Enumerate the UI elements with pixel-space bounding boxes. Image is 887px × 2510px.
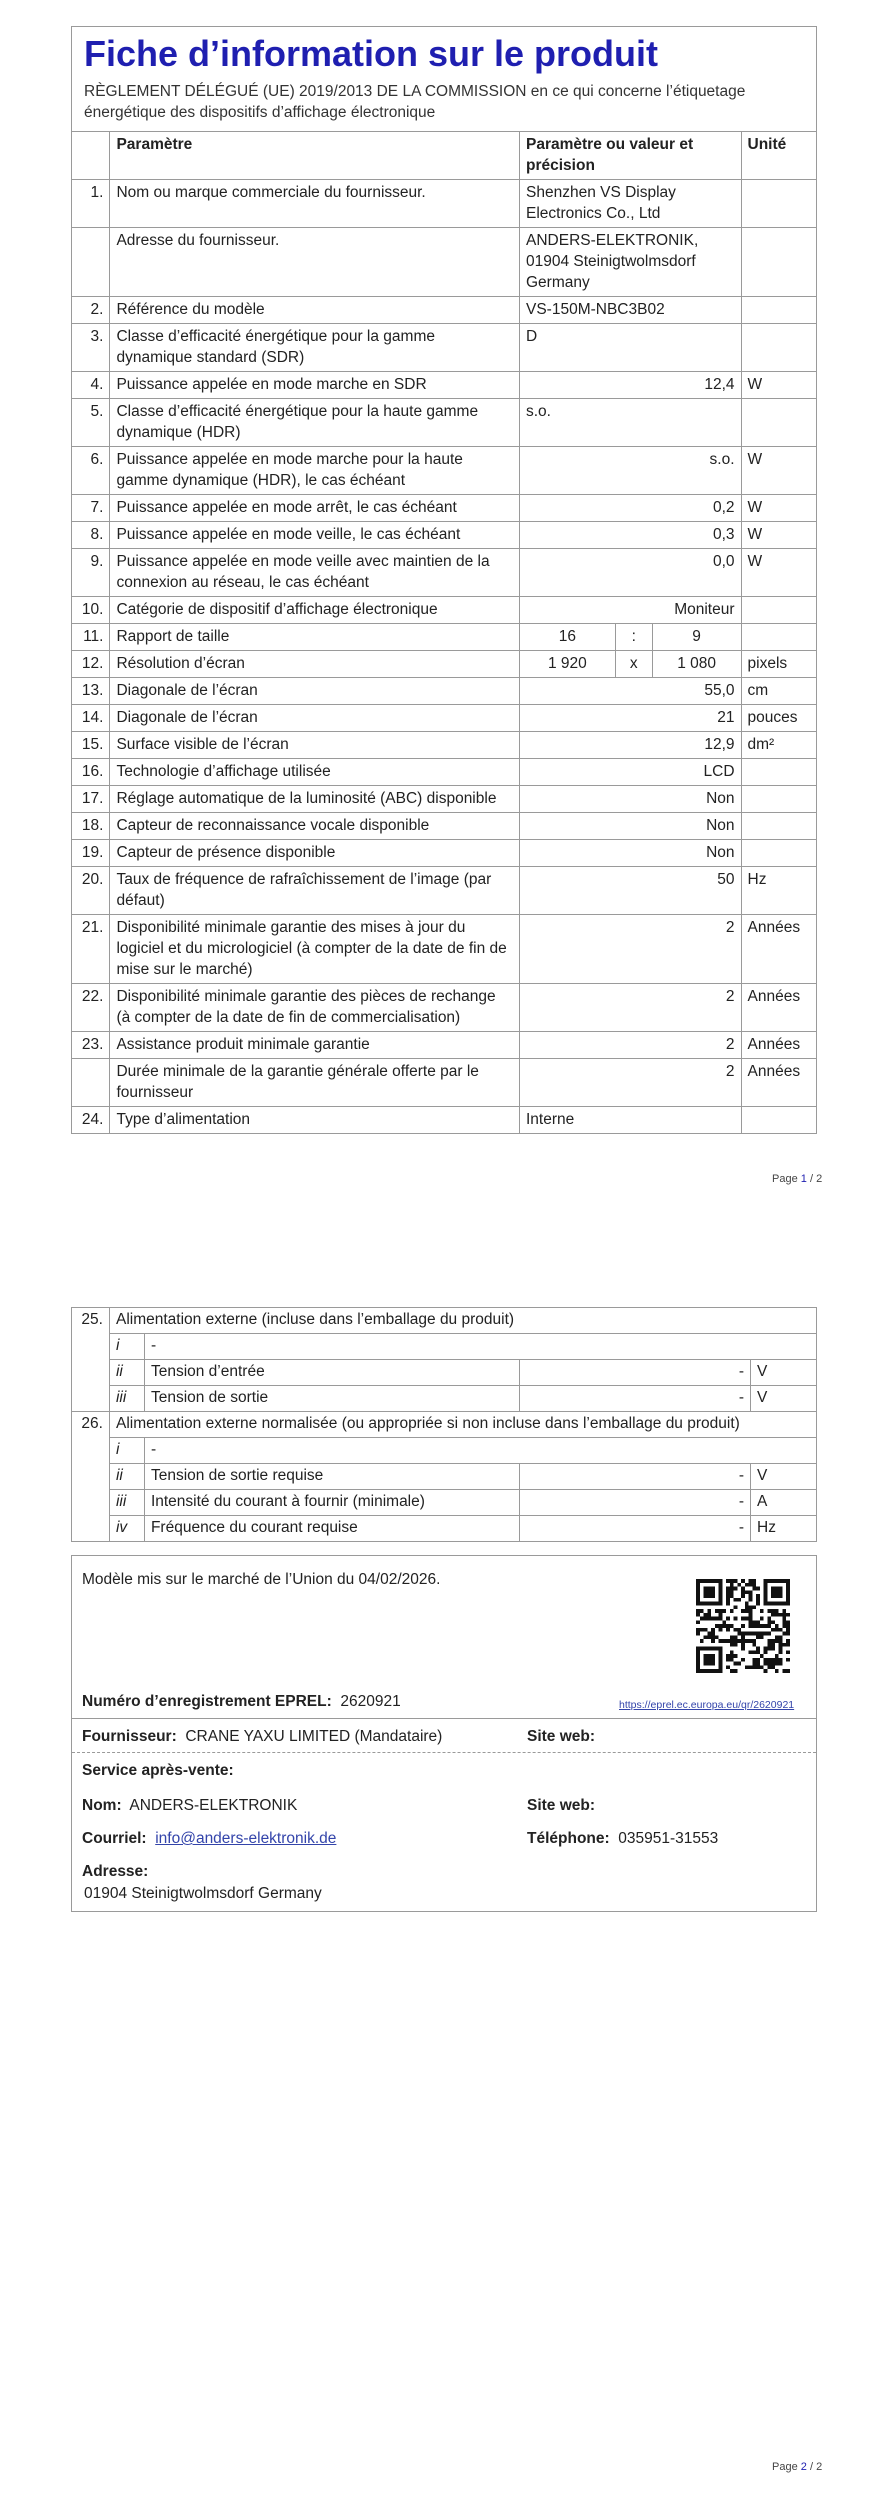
row-parameter: Puissance appelée en mode marche pour la haute gamme dynamique (HDR), le cas échéant (110, 447, 520, 495)
row-value-a: 16 (520, 624, 616, 651)
row-unit: pouces (741, 705, 816, 732)
row-value: Moniteur (520, 597, 742, 624)
row-unit: W (741, 495, 816, 522)
table-row (72, 759, 816, 786)
row-parameter: Capteur de reconnaissance vocale disponible (110, 813, 520, 840)
table-row (72, 732, 816, 759)
supplier-line: Fournisseur: CRANE YAXU LIMITED (Mandataire) (82, 1728, 443, 1745)
section-header-row (72, 1412, 817, 1438)
row-unit: Hz (741, 867, 816, 915)
row-label: Tension de sortie requise (144, 1464, 519, 1490)
row-roman: iii (109, 1386, 144, 1412)
row-parameter: Diagonale de l’écran (110, 705, 520, 732)
row-label: - (144, 1334, 816, 1360)
row-number (72, 1059, 110, 1107)
section-number: 25. (72, 1308, 110, 1412)
row-number: 12. (72, 651, 110, 678)
row-unit: Années (741, 1059, 816, 1107)
row-value: ANDERS-ELEKTRONIK, 01904 Steinigtwolmsdorf Germany (520, 228, 742, 297)
row-unit: W (741, 372, 816, 399)
row-parameter: Disponibilité minimale garantie des mises à jour du logiciel et du micrologiciel (à compter de la date de fin de mise sur le marché) (110, 915, 520, 984)
row-unit (741, 813, 816, 840)
row-label: Intensité du courant à fournir (minimale) (144, 1490, 519, 1516)
table-row (72, 1516, 817, 1542)
row-unit (741, 297, 816, 324)
table-row (72, 297, 816, 324)
row-parameter: Capteur de présence disponible (110, 840, 520, 867)
row-parameter: Résolution d’écran (110, 651, 520, 678)
row-unit: V (751, 1464, 817, 1490)
table-row (72, 786, 816, 813)
row-number: 22. (72, 984, 110, 1032)
row-unit: A (751, 1490, 817, 1516)
row-parameter: Diagonale de l’écran (110, 678, 520, 705)
section-header-row (72, 1308, 817, 1334)
header-number (72, 132, 110, 180)
service-website-label: Site web: (527, 1797, 596, 1814)
row-value: s.o. (520, 399, 742, 447)
row-roman: ii (109, 1464, 144, 1490)
row-label: Fréquence du courant requise (144, 1516, 519, 1542)
row-parameter: Nom ou marque commerciale du fournisseur. (110, 180, 520, 228)
row-value: 2 (520, 1032, 742, 1059)
row-number: 5. (72, 399, 110, 447)
row-value-a: 1 920 (520, 651, 616, 678)
row-value: 0,3 (520, 522, 742, 549)
table-row (72, 447, 816, 495)
row-unit: pixels (741, 651, 816, 678)
row-value: 50 (520, 867, 742, 915)
row-unit (741, 624, 816, 651)
table-row (72, 1490, 817, 1516)
row-number: 1. (72, 180, 110, 228)
row-value: Non (520, 840, 742, 867)
table-row (72, 1464, 817, 1490)
row-number: 19. (72, 840, 110, 867)
row-label: Tension d’entrée (144, 1360, 519, 1386)
row-parameter: Durée minimale de la garantie générale offerte par le fournisseur (110, 1059, 520, 1107)
email-link[interactable]: info@anders-elektronik.de (155, 1830, 337, 1847)
table-row (72, 1334, 817, 1360)
row-roman: i (109, 1334, 144, 1360)
table-header-row (72, 132, 816, 180)
divider (72, 1718, 816, 1719)
regulation-subtitle: RÈGLEMENT DÉLÉGUÉ (UE) 2019/2013 DE LA COMMISSION en ce qui concerne l’étiquetage énergétique des dispositifs d’affichage électronique (84, 83, 746, 121)
row-number (72, 228, 110, 297)
row-number: 4. (72, 372, 110, 399)
row-value: Interne (520, 1107, 742, 1134)
row-number: 7. (72, 495, 110, 522)
row-parameter: Type d’alimentation (110, 1107, 520, 1134)
row-roman: iv (109, 1516, 144, 1542)
table-row (72, 1386, 817, 1412)
row-value: Non (520, 786, 742, 813)
row-unit: dm² (741, 732, 816, 759)
table-row (72, 1059, 816, 1107)
product-info-sheet (71, 26, 817, 1134)
row-number: 14. (72, 705, 110, 732)
row-unit: Années (741, 1032, 816, 1059)
row-value: - (520, 1490, 751, 1516)
table-row (72, 597, 816, 624)
row-number: 17. (72, 786, 110, 813)
row-unit: V (751, 1386, 817, 1412)
row-number: 16. (72, 759, 110, 786)
row-value: 2 (520, 915, 742, 984)
table-row (72, 840, 816, 867)
row-label: - (144, 1438, 816, 1464)
row-roman: ii (109, 1360, 144, 1386)
row-parameter: Classe d’efficacité énergétique pour la haute gamme dynamique (HDR) (110, 399, 520, 447)
row-parameter: Puissance appelée en mode veille avec maintien de la connexion au réseau, le cas échéant (110, 549, 520, 597)
row-unit: V (751, 1360, 817, 1386)
row-parameter: Classe d’efficacité énergétique pour la gamme dynamique standard (SDR) (110, 324, 520, 372)
row-roman: i (109, 1438, 144, 1464)
row-number: 21. (72, 915, 110, 984)
row-parameter: Assistance produit minimale garantie (110, 1032, 520, 1059)
qr-code-icon (696, 1579, 790, 1673)
table-row (72, 813, 816, 840)
row-unit (741, 399, 816, 447)
row-number: 3. (72, 324, 110, 372)
row-value: 12,4 (520, 372, 742, 399)
row-number: 18. (72, 813, 110, 840)
row-value: Shenzhen VS Display Electronics Co., Ltd (520, 180, 742, 228)
row-unit: cm (741, 678, 816, 705)
row-parameter: Adresse du fournisseur. (110, 228, 520, 297)
table-row (72, 495, 816, 522)
row-number: 15. (72, 732, 110, 759)
row-unit: W (741, 447, 816, 495)
table-row (72, 1438, 817, 1464)
row-roman: iii (109, 1490, 144, 1516)
supplier-info-box (71, 1555, 817, 1912)
row-number: 23. (72, 1032, 110, 1059)
row-unit (741, 180, 816, 228)
row-unit: W (741, 522, 816, 549)
row-value: 55,0 (520, 678, 742, 705)
row-parameter: Réglage automatique de la luminosité (ABC) disponible (110, 786, 520, 813)
table-row (72, 915, 816, 984)
row-value: 21 (520, 705, 742, 732)
service-name: Nom: ANDERS-ELEKTRONIK (82, 1797, 298, 1814)
row-number: 13. (72, 678, 110, 705)
row-value: VS-150M-NBC3B02 (520, 297, 742, 324)
row-unit (741, 840, 816, 867)
row-unit: Années (741, 915, 816, 984)
section-title: Alimentation externe normalisée (ou appropriée si non incluse dans l’emballage du produit) (109, 1412, 816, 1438)
row-value: Non (520, 813, 742, 840)
row-value: s.o. (520, 447, 742, 495)
row-unit (741, 597, 816, 624)
row-value: 2 (520, 984, 742, 1032)
table-row (72, 678, 816, 705)
table-row (72, 624, 816, 651)
table-row (72, 1360, 817, 1386)
row-value-separator: x (615, 651, 652, 678)
dashed-divider (72, 1752, 816, 1753)
row-number: 11. (72, 624, 110, 651)
row-value: 2 (520, 1059, 742, 1107)
external-power-table (71, 1307, 817, 1542)
address-value: 01904 Steinigtwolmsdorf Germany (84, 1885, 322, 1902)
row-unit: Hz (751, 1516, 817, 1542)
section-number: 26. (72, 1412, 110, 1542)
eprel-number: Numéro d’enregistrement EPREL: 2620921 (82, 1693, 401, 1710)
supplier-website-label: Site web: (527, 1728, 596, 1745)
header-value: Paramètre ou valeur et précision (520, 132, 742, 180)
row-value: - (520, 1516, 751, 1542)
after-sales-label: Service après-vente: (82, 1762, 234, 1779)
table-row (72, 522, 816, 549)
table-row (72, 1107, 816, 1134)
product-parameters-table (72, 131, 816, 1133)
row-number: 2. (72, 297, 110, 324)
row-parameter: Surface visible de l’écran (110, 732, 520, 759)
table-row (72, 372, 816, 399)
row-number: 8. (72, 522, 110, 549)
row-parameter: Puissance appelée en mode marche en SDR (110, 372, 520, 399)
row-parameter: Puissance appelée en mode veille, le cas échéant (110, 522, 520, 549)
row-parameter: Référence du modèle (110, 297, 520, 324)
row-number: 9. (72, 549, 110, 597)
row-unit (741, 1107, 816, 1134)
table-row (72, 324, 816, 372)
row-unit: W (741, 549, 816, 597)
row-value-separator: : (615, 624, 652, 651)
row-parameter: Taux de fréquence de rafraîchissement de l’image (par défaut) (110, 867, 520, 915)
row-unit (741, 324, 816, 372)
row-unit (741, 228, 816, 297)
table-row (72, 651, 816, 678)
service-email: Courriel: info@anders-elektronik.de (82, 1830, 337, 1847)
row-value: 0,0 (520, 549, 742, 597)
row-value: LCD (520, 759, 742, 786)
row-unit (741, 786, 816, 813)
table-row (72, 1032, 816, 1059)
row-parameter: Technologie d’affichage utilisée (110, 759, 520, 786)
header-parameter: Paramètre (110, 132, 520, 180)
row-number: 6. (72, 447, 110, 495)
row-number: 10. (72, 597, 110, 624)
row-number: 20. (72, 867, 110, 915)
row-parameter: Rapport de taille (110, 624, 520, 651)
page-number-2: Page 2 / 2 (772, 2461, 823, 2473)
row-value-b: 1 080 (652, 651, 741, 678)
row-label: Tension de sortie (144, 1386, 519, 1412)
address-label: Adresse: (82, 1863, 149, 1880)
table-row (72, 399, 816, 447)
row-value-b: 9 (652, 624, 741, 651)
row-value: - (520, 1360, 751, 1386)
row-value: - (520, 1386, 751, 1412)
row-value: - (520, 1464, 751, 1490)
row-value: 0,2 (520, 495, 742, 522)
table-row (72, 705, 816, 732)
eprel-link[interactable]: https://eprel.ec.europa.eu/qr/2620921 (619, 1699, 795, 1711)
row-value: D (520, 324, 742, 372)
table-row (72, 228, 816, 297)
row-parameter: Puissance appelée en mode arrêt, le cas échéant (110, 495, 520, 522)
page-title: Fiche d’information sur le produit (84, 33, 659, 74)
table-row (72, 549, 816, 597)
table-row (72, 867, 816, 915)
table-row (72, 984, 816, 1032)
section-title: Alimentation externe (incluse dans l’emballage du produit) (109, 1308, 816, 1334)
row-parameter: Disponibilité minimale garantie des pièces de rechange (à compter de la date de fin de commercialisation) (110, 984, 520, 1032)
row-unit (741, 759, 816, 786)
page-number-1: Page 1 / 2 (772, 1173, 823, 1185)
market-date-text: Modèle mis sur le marché de l’Union du 04/02/2026. (82, 1571, 441, 1588)
row-value: 12,9 (520, 732, 742, 759)
row-parameter: Catégorie de dispositif d’affichage électronique (110, 597, 520, 624)
header-unit: Unité (741, 132, 816, 180)
service-phone: Téléphone: 035951-31553 (527, 1830, 719, 1847)
table-row (72, 180, 816, 228)
row-number: 24. (72, 1107, 110, 1134)
row-unit: Années (741, 984, 816, 1032)
